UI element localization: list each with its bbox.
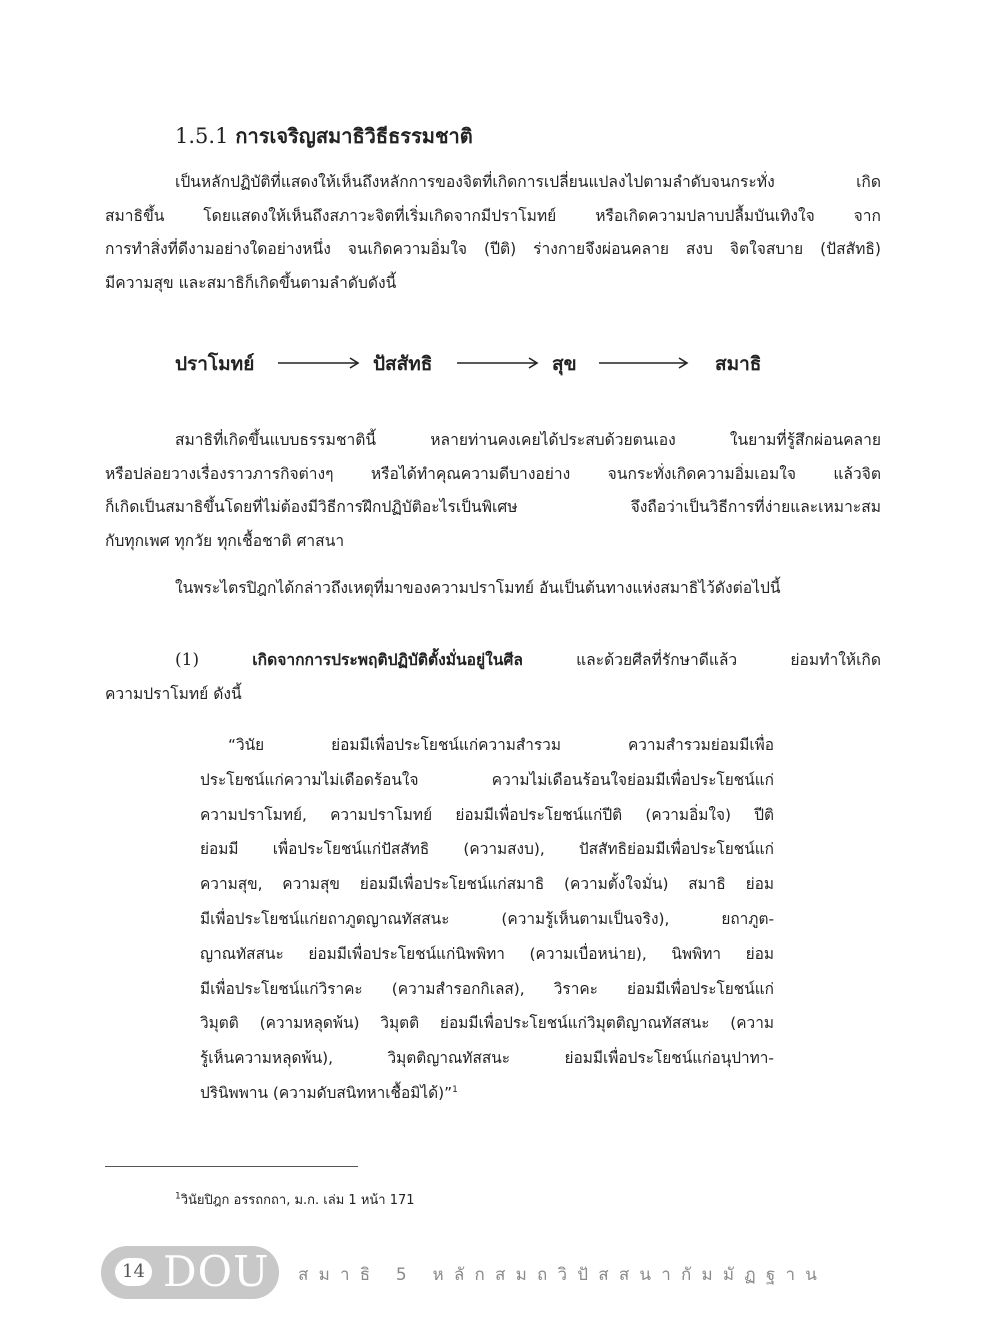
scripture-quote <box>200 728 774 1111</box>
tipitaka-paragraph <box>105 572 881 606</box>
cause-rest-text: และด้วยศีลที่รักษาดีแล้ว ย่อมทำให้เกิด <box>576 651 881 669</box>
flow-step-samadhi: สมาธิ <box>715 353 762 375</box>
quote-line: มีเพื่อประโยชน์แก่วิราคะ (ความสำรอกกิเลส), วิราคะ ย่อมมีเพื่อประโยชน์แก่ <box>200 979 774 998</box>
quote-line: ประโยชน์แก่ความไม่เดือดร้อนใจ ความไม่เดือนร้อนใจย่อมมีเพื่อประโยชน์แก่ <box>200 770 774 789</box>
quote-line: ความสุข, ความสุข ย่อมมีเพื่อประโยชน์แก่สมาธิ (ความตั้งใจมั่น) สมาธิ ย่อม <box>200 875 774 894</box>
section-number: 1.5.1 <box>175 124 229 148</box>
text-line: การทำสิ่งที่ดีงามอย่างใดอย่างหนึ่ง จนเกิดความอิ่มใจ (ปีติ) ร่างกายจึงผ่อนคลาย สงบ จิตใจสบาย (ปัสสัทธิ) <box>105 240 881 258</box>
quote-line: ปรินิพพาน (ความดับสนิทหาเชื้อมิได้)” <box>200 1083 453 1102</box>
footnote-divider <box>105 1166 358 1167</box>
cause-number: (1) <box>175 650 200 670</box>
section-title: การเจริญสมาธิวิธีธรรมชาติ <box>235 124 473 148</box>
text-line: สมาธิขึ้น โดยแสดงให้เห็นถึงสภาวะจิตที่เริ่มเกิดจากมีปราโมทย์ หรือเกิดความปลาบปลื้มบันเทิงใจ จาก <box>105 206 881 225</box>
footnote-reference[interactable]: 1 <box>452 1084 458 1095</box>
quote-line: ญาณทัสสนะ ย่อมมีเพื่อประโยชน์แก่นิพพิทา (ความเบื่อหน่าย), นิพพิทา ย่อม <box>200 944 774 963</box>
text-line: หรือปล่อยวางเรื่องราวภารกิจต่างๆ หรือได้ทำคุณความดีบางอย่าง จนกระทั่งเกิดความอิ่มเอมใจ แล้วจิต <box>105 464 881 483</box>
quote-line: วิมุตติ (ความหลุดพ้น) วิมุตติ ย่อมมีเพื่อประโยชน์แก่วิมุตติญาณทัสสนะ (ความ <box>200 1014 774 1033</box>
quote-line: ย่อมมี เพื่อประโยชน์แก่ปัสสัทธิ (ความสงบ), ปัสสัทธิย่อมมีเพื่อประโยชน์แก่ <box>200 840 774 859</box>
text-line: สมาธิที่เกิดขึ้นแบบธรรมชาตินี้ หลายท่านคงเคยได้ประสบด้วยตนเอง ในยามที่รู้สึกผ่อนคลาย <box>175 431 881 449</box>
cause-paragraph <box>105 644 881 711</box>
text-line: ความปราโมทย์ ดังนี้ <box>105 684 242 703</box>
page-number: 14 <box>115 1258 152 1286</box>
text-line: มีความสุข และสมาธิก็เกิดขึ้นตามลำดับดังนี้ <box>105 273 397 292</box>
text-line: เป็นหลักปฏิบัติที่แสดงให้เห็นถึงหลักการของจิตที่เกิดการเปลี่ยนแปลงไปตามลำดับจนกระทั่ง เกิด <box>175 173 881 191</box>
footnote-text: วินัยปิฎก อรรถกถา, ม.ก. เล่ม 1 หน้า 171 <box>180 1193 415 1208</box>
natural-samadhi-paragraph <box>105 424 881 558</box>
brand-logo: DOU <box>163 1247 270 1296</box>
cause-bold-text: เกิดจากการประพฤติปฏิบัติตั้งมั่นอยู่ในศีล <box>252 651 523 669</box>
quote-last-line <box>200 1076 774 1111</box>
text-line: ก็เกิดเป็นสมาธิขึ้นโดยที่ไม่ต้องมีวิธีการฝึกปฏิบัติอะไรเป็นพิเศษ จึงถือว่าเป็นวิธีการที่ง่ายและเหมาะสม <box>105 498 881 516</box>
long-right-arrow-icon <box>278 355 360 371</box>
intro-paragraph <box>105 166 881 300</box>
cause-first-line <box>105 644 881 678</box>
footnote-marker: 1 <box>175 1191 181 1202</box>
long-right-arrow-icon <box>457 355 539 371</box>
text-line: ในพระไตรปิฎกได้กล่าวถึงเหตุที่มาของความปราโมทย์ อันเป็นต้นทางแห่งสมาธิไว้ดังต่อไปนี้ <box>175 579 781 597</box>
process-flow <box>175 345 775 385</box>
flow-step-sukha: สุข <box>552 353 577 375</box>
quote-line: รู้เห็นความหลุดพ้น), วิมุตติญาณทัสสนะ ย่อมมีเพื่อประโยชน์แก่อนุปาทา- <box>200 1049 774 1068</box>
footer-book-title: สมาธิ 5 หลักสมถวิปัสสนากัมมัฏฐาน <box>298 1265 828 1285</box>
quote-line: “วินัย ย่อมมีเพื่อประโยชน์แก่ความสำรวม ความสำรวมย่อมมีเพื่อ <box>228 736 774 754</box>
section-heading <box>175 120 473 152</box>
quote-line: มีเพื่อประโยชน์แก่ยถาภูตญาณทัสสนะ (ความรู้เห็นตามเป็นจริง), ยถาภูต- <box>200 909 774 928</box>
quote-line: ความปราโมทย์, ความปราโมทย์ ย่อมมีเพื่อประโยชน์แก่ปีติ (ความอิ่มใจ) ปีติ <box>200 805 774 824</box>
footer-badge <box>101 1246 279 1299</box>
flow-step-pramot: ปราโมทย์ <box>175 353 255 375</box>
footnote <box>175 1189 415 1210</box>
flow-step-passaddhi: ปัสสัทธิ <box>373 353 433 375</box>
long-right-arrow-icon <box>599 355 689 371</box>
text-line: กับทุกเพศ ทุกวัย ทุกเชื้อชาติ ศาสนา <box>105 531 345 550</box>
